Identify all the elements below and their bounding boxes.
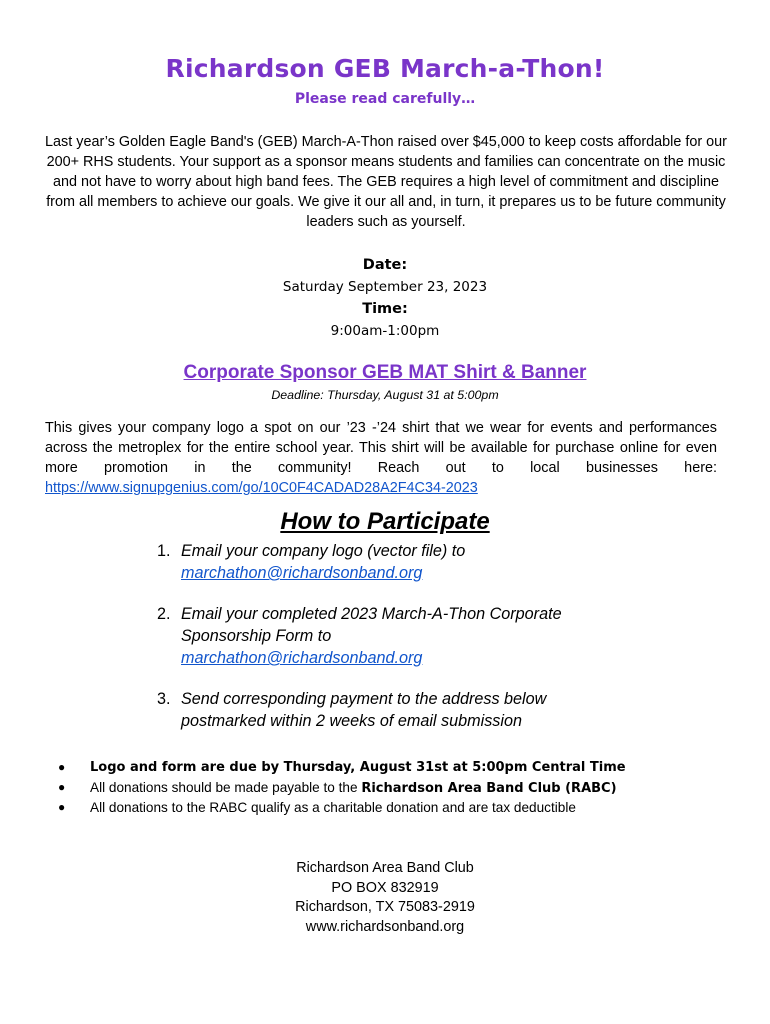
page-subtitle: Please read carefully… (294, 91, 476, 107)
email-link[interactable]: marchathon@richardsonband.org (181, 564, 423, 582)
due-date-note: Logo and form are due by Thursday, August 31st at 5:00pm Central Time (90, 760, 626, 775)
event-details (0, 254, 770, 342)
list-item (157, 688, 597, 732)
list-item (157, 540, 597, 584)
sponsor-deadline: Deadline: Thursday, August 31 at 5:00pm (271, 388, 499, 402)
list-item (58, 758, 738, 778)
email-link[interactable]: marchathon@richardsonband.org (181, 649, 423, 667)
bullet-icon: ● (58, 760, 66, 774)
list-item (58, 778, 738, 799)
payable-note (90, 778, 617, 799)
list-item (157, 603, 597, 669)
sponsor-text: This gives your company logo a spot on our ’23 -’24 shirt that we wear for events and performances across the metroplex for the entire school year. This shirt will be available for purchase online for even more promotion in the community! Reach out to local businesses here: (45, 420, 717, 476)
tax-note: All donations to the RABC qualify as a charitable donation and are tax deductible (90, 800, 576, 815)
step-text: Email your completed 2023 March-A-Thon Corporate Sponsorship Form to (181, 605, 562, 645)
step-text: Send corresponding payment to the address below postmarked within 2 weeks of email submission (181, 690, 547, 730)
sponsor-heading: Corporate Sponsor GEB MAT Shirt & Banner (183, 362, 587, 383)
bullet-icon: ● (58, 779, 66, 794)
payable-note-text: All donations should be made payable to the (90, 779, 362, 795)
participate-steps (157, 540, 597, 751)
date-value: Saturday September 23, 2023 (282, 279, 488, 295)
notes-list (58, 758, 738, 818)
time-value: 9:00am-1:00pm (330, 323, 440, 339)
signup-link[interactable]: https://www.signupgenius.com/go/10C0F4CADAD28A2F4C34-2023 (45, 480, 478, 496)
payee-name: Richardson Area Band Club (RABC) (361, 780, 617, 796)
bullet-icon: ● (58, 800, 66, 814)
page-title: Richardson GEB March-a-Thon! (165, 54, 605, 83)
address-line: Richardson, TX 75083-2919 (295, 899, 475, 915)
website-text: www.richardsonband.org (305, 918, 465, 935)
sponsor-description (45, 418, 717, 498)
mailing-address (0, 859, 770, 937)
address-line: Richardson Area Band Club (296, 860, 474, 876)
participate-heading: How to Participate (280, 508, 490, 535)
step-number: 3. (157, 690, 171, 708)
list-item (58, 798, 738, 818)
intro-paragraph: Last year’s Golden Eagle Band's (GEB) March-A-Thon raised over $45,000 to keep costs affordable for our 200+ RHS students. Your support as a sponsor means students and families can concentrate on the music and not have to worry about high band fees. The GEB requires a high level of commitment and discipline from all members to achieve our goals. We give it our all and, in turn, it prepares us to be future community leaders such as yourself. (45, 134, 727, 230)
date-label: Date: (362, 257, 408, 273)
step-number: 1. (157, 542, 171, 560)
address-line: PO BOX 832919 (331, 879, 439, 896)
step-text: Email your company logo (vector file) to (181, 542, 466, 560)
time-label: Time: (362, 301, 408, 317)
step-number: 2. (157, 605, 171, 623)
